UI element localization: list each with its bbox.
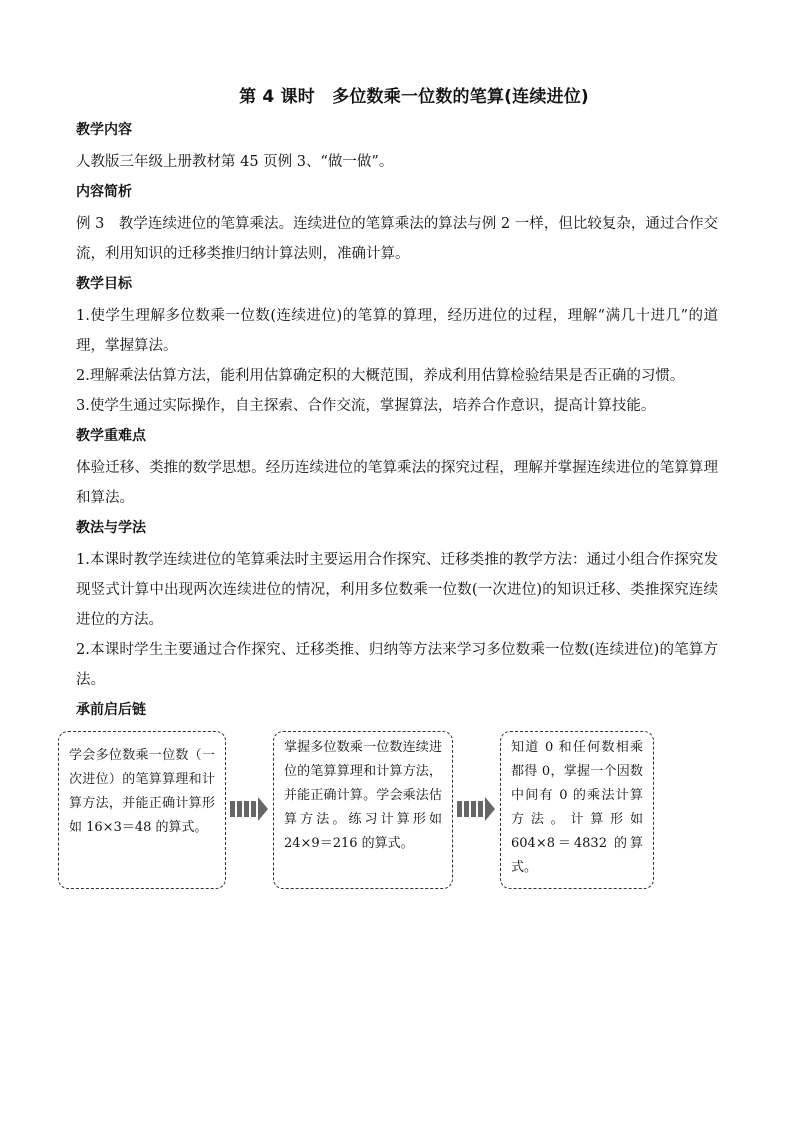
method-item: 1.本课时教学连续进位的笔算乘法时主要运用合作探究、迁移类推的教学方法：通过小组合作探究发现竖式计算中出现两次连续进位的情况，利用多位数乘一位数(一次进位)的知识迁移、类推探究连续进位的方法。 [76, 552, 718, 628]
chain-box-current: 掌握多位数乘一位数连续进位的笔算算理和计算方法，并能正确计算。学会乘法估算方法。练习计算形如 24×9＝216 的算式。 [273, 731, 453, 889]
analysis-text: 例 3 教学连续进位的笔算乘法。连续进位的笔算乘法的算法与例 2 一样，但比较复杂，通过合作交流，利用知识的迁移类推归纳计算法则，准确计算。 [76, 216, 718, 262]
method-item: 2.本课时学生主要通过合作探究、迁移类推、归纳等方法来学习多位数乘一位数(连续进位)的笔算方法。 [76, 642, 718, 688]
section-heading-content: 教学内容 [76, 122, 132, 138]
knowledge-chain [69, 727, 718, 927]
section-heading-key-points: 教学重难点 [76, 428, 146, 444]
arrow-right-icon [230, 795, 270, 823]
document-page [69, 82, 718, 927]
goal-item: 2.理解乘法估算方法，能利用估算确定积的大概范围，养成利用估算检验结果是否正确的习惯。 [76, 368, 685, 384]
key-points-text: 体验迁移、类推的数学思想。经历连续进位的笔算乘法的探究过程，理解并掌握连续进位的笔算算理和算法。 [76, 460, 718, 506]
section-heading-chain: 承前启后链 [76, 702, 146, 718]
section-heading-analysis: 内容简析 [76, 184, 132, 200]
chain-box-previous: 学会多位数乘一位数（一次进位）的笔算算理和计算方法，并能正确计算形如 16×3＝48 的算式。 [58, 731, 226, 889]
arrow-right-icon [457, 795, 497, 823]
page-title: 第 4 课时 多位数乘一位数的笔算(连续进位) [239, 87, 589, 107]
section-heading-goals: 教学目标 [76, 276, 132, 292]
content-text: 人教版三年级上册教材第 45 页例 3、“做一做”。 [76, 154, 394, 170]
section-heading-methods: 教法与学法 [76, 520, 146, 536]
goal-item: 1.使学生理解多位数乘一位数(连续进位)的笔算的算理，经历进位的过程，理解“满几十进几”的道理，掌握算法。 [76, 308, 718, 354]
chain-box-next: 知道 0 和任何数相乘都得 0，掌握一个因数中间有 0 的乘法计算方法。计算形如 604×8＝4832 的算式。 [500, 731, 654, 889]
goal-item: 3.使学生通过实际操作，自主探索、合作交流，掌握算法，培养合作意识，提高计算技能。 [76, 398, 656, 414]
